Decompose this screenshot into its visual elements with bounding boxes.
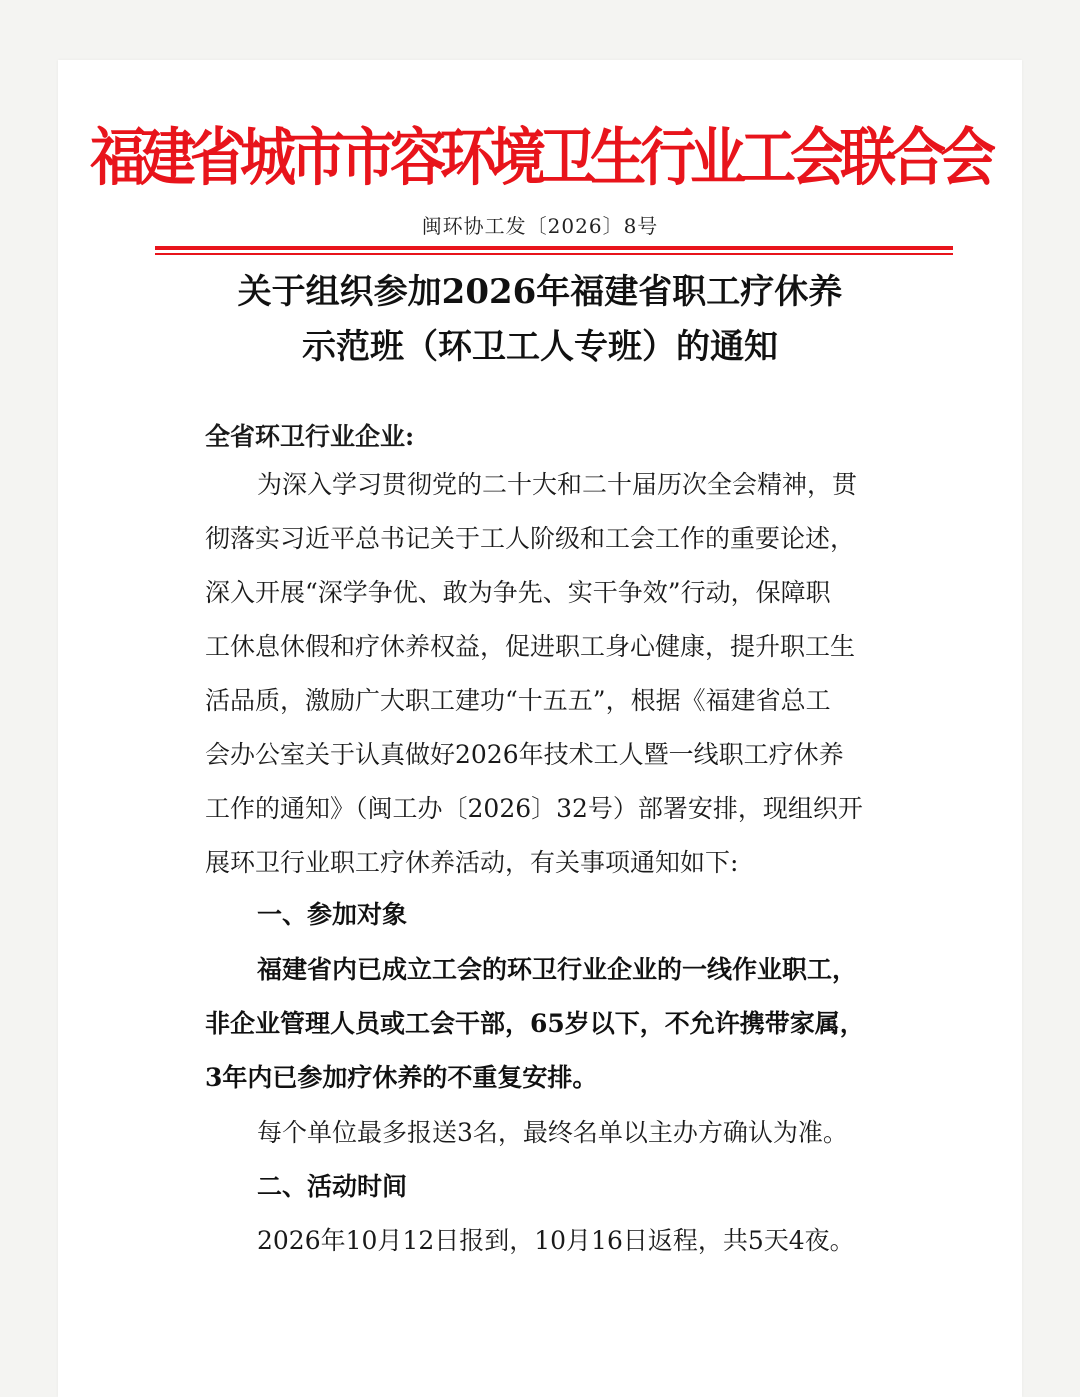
- participants-line: 非企业管理人员或工会干部，65岁以下，不允许携带家属，: [205, 1009, 865, 1038]
- intro-line: 活品质，激励广大职工建功“十五五”，根据《福建省总工: [205, 686, 831, 715]
- intro-line: 会办公室关于认真做好2026年技术工人暨一线职工疗休养: [205, 740, 844, 769]
- organization-letterhead: 福建省城市市容环境卫生行业工会联合会: [90, 120, 990, 195]
- participants-paragraph: [205, 943, 865, 1105]
- letterhead-red-rule-thick: [155, 246, 953, 250]
- intro-line: 工作的通知》（闽工办〔2026〕32号）部署安排，现组织开: [205, 794, 863, 823]
- quota-paragraph: 每个单位最多报送3名，最终名单以主办方确认为准。: [257, 1118, 848, 1147]
- notice-title-line-1: 关于组织参加2026年福建省职工疗休养: [237, 272, 843, 312]
- participants-line: 福建省内已成立工会的环卫行业企业的一线作业职工，: [257, 955, 858, 984]
- intro-line: 展环卫行业职工疗休养活动，有关事项通知如下:: [205, 848, 739, 877]
- participants-line: 3年内已参加疗休养的不重复安排。: [205, 1063, 598, 1092]
- intro-line: 彻落实习近平总书记关于工人阶级和工会工作的重要论述，: [205, 524, 856, 553]
- schedule-paragraph: 2026年10月12日报到，10月16日返程，共5天4夜。: [257, 1226, 855, 1255]
- letterhead-red-rule-thin: [155, 253, 953, 255]
- section-heading-time: 二、活动时间: [257, 1172, 408, 1201]
- notice-title-line-2: 示范班（环卫工人专班）的通知: [302, 327, 778, 367]
- intro-paragraph: [205, 458, 905, 890]
- intro-line: 为深入学习贯彻党的二十大和二十届历次全会精神，贯: [257, 470, 858, 499]
- intro-line: 深入开展“深学争优、敢为争先、实干争效”行动，保障职: [205, 578, 831, 607]
- section-heading-participants: 一、参加对象: [257, 900, 408, 929]
- intro-line: 工休息休假和疗休养权益，促进职工身心健康，提升职工生: [205, 632, 856, 661]
- addressee: 全省环卫行业企业:: [205, 422, 415, 451]
- document-number: 闽环协工发〔2026〕8号: [421, 214, 659, 238]
- notice-title: [0, 265, 1080, 375]
